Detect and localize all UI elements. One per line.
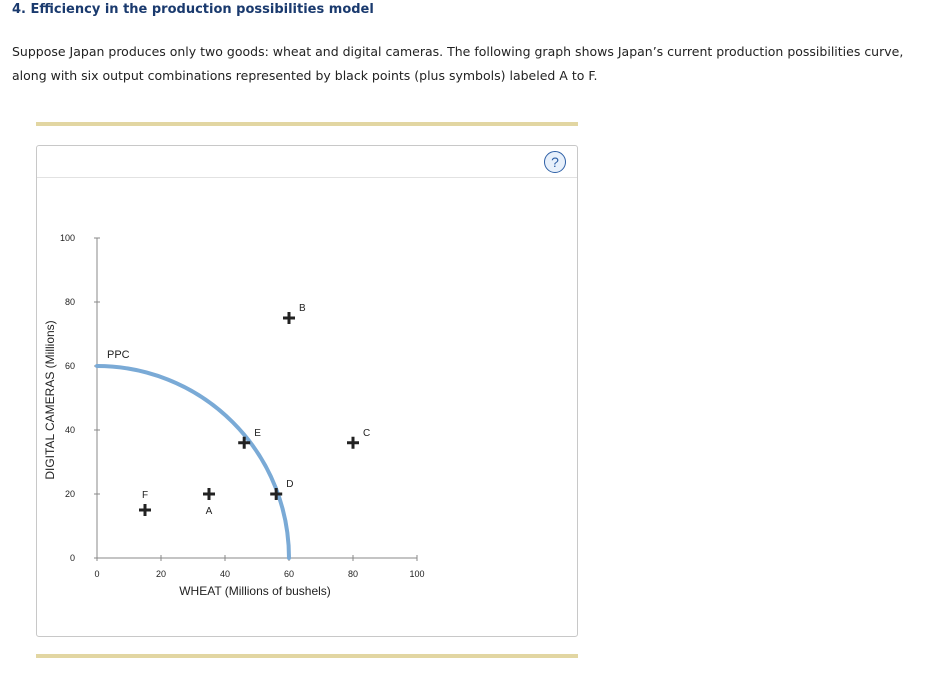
x-tick-label: 100: [409, 569, 425, 579]
point-b-marker: [283, 312, 295, 324]
point-a-marker: [203, 488, 215, 500]
point-f-marker: [139, 504, 151, 516]
bottom-divider: [36, 654, 578, 658]
x-tick-label: 80: [347, 569, 359, 579]
help-icon[interactable]: ?: [544, 151, 566, 173]
ppc-label: PPC: [107, 349, 130, 361]
point-c-label: C: [363, 427, 371, 439]
y-tick-label: 0: [69, 553, 75, 563]
point-e-label: E: [254, 427, 261, 439]
y-tick-label: 60: [64, 361, 75, 371]
x-tick-label: 20: [155, 569, 167, 579]
y-tick-label: 40: [64, 425, 75, 435]
point-f-label: F: [141, 490, 149, 501]
ppc-curve: [97, 366, 289, 558]
point-b-label: B: [299, 303, 306, 314]
point-d-label: D: [286, 479, 294, 490]
y-tick-label: 80: [64, 297, 75, 307]
x-tick-label: 40: [219, 569, 231, 579]
x-tick-label: 60: [283, 569, 295, 579]
y-tick-label: 100: [59, 233, 75, 243]
question-title: 4. Efficiency in the production possibilities model: [12, 2, 374, 17]
question-text: Suppose Japan produces only two goods: wheat and digital cameras. The following graph shows Japan’s current production possibilities curve, along with six output combinations represented by black points (plus symbols) labeled A to F.: [12, 44, 904, 83]
x-tick-label: 0: [94, 569, 100, 579]
y-tick-label: 20: [64, 489, 75, 499]
point-c-marker: [347, 437, 359, 449]
y-axis-title: DIGITAL CAMERAS (Millions): [43, 320, 57, 480]
point-a-label: A: [205, 506, 213, 517]
x-axis-title: WHEAT (Millions of bushels): [179, 584, 331, 598]
